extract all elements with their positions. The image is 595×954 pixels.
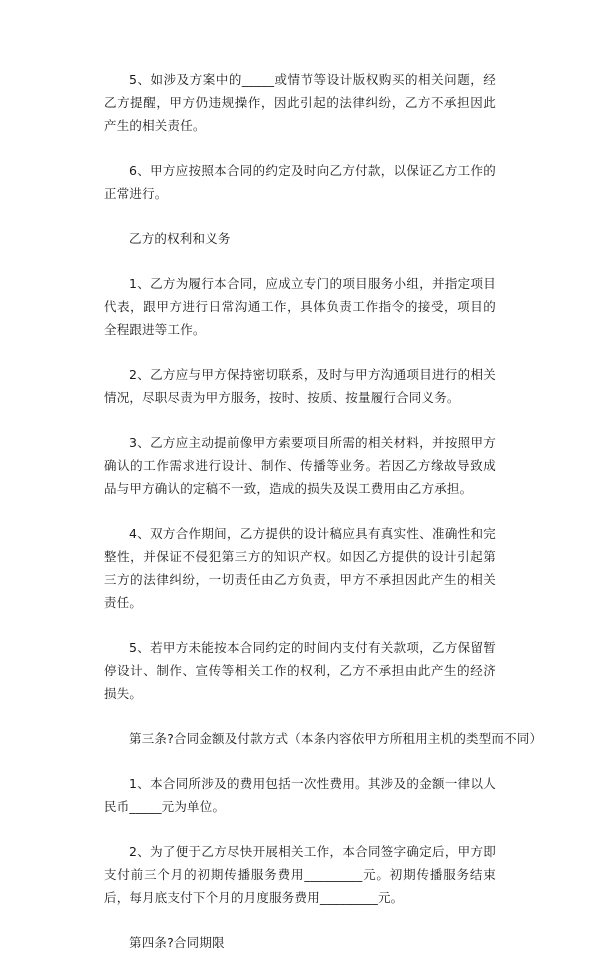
article-4-heading: 第四条?合同期限 xyxy=(129,935,225,950)
clause-5-design-copyright: 5、如涉及方案中的_____或情节等设计版权购买的相关问题，经乙方提醒，甲方仍违规操作，因此引起的法律纠纷，乙方不承担因此产生的相关责任。 xyxy=(104,72,496,133)
party-b-clause-5: 5、若甲方未能按本合同约定的时间内支付有关款项，乙方保留暂停设计、制作、宣传等相关工作的权利，乙方不承担由此产生的经济损失。 xyxy=(104,640,496,701)
clause-6-payment-on-time: 6、甲方应按照本合同的约定及时向乙方付款，以保证乙方工作的正常进行。 xyxy=(104,163,496,201)
party-b-clause-4: 4、双方合作期间，乙方提供的设计稿应具有真实性、准确性和完整性，并保证不侵犯第三方的知识产权。如因乙方提供的设计引起第三方的法律纠纷，一切责任由乙方负责，甲方不承担因此产生的相关责任。 xyxy=(104,526,496,610)
article-3-heading: 第三条?合同金额及付款方式（本条内容依甲方所租用主机的类型而不同） xyxy=(129,731,543,746)
article-3-clause-2: 2、为了便于乙方尽快开展相关工作，本合同签字确定后，甲方即支付前三个月的初期传播服务费用_________元。初期传播服务结束后，每月底支付下个月的月度服务费用_________元。 xyxy=(104,844,496,905)
party-b-clause-2: 2、乙方应与甲方保持密切联系，及时与甲方沟通项目进行的相关情况，尽职尽责为甲方服务，按时、按质、按量履行合同义务。 xyxy=(104,367,496,405)
document-body xyxy=(104,68,543,954)
party-b-clause-1: 1、乙方为履行本合同，应成立专门的项目服务小组，并指定项目代表，跟甲方进行日常沟通工作，具体负责工作指令的接受，项目的全程跟进等工作。 xyxy=(104,276,496,337)
party-b-clause-3: 3、乙方应主动提前像甲方索要项目所需的相关材料，并按照甲方确认的工作需求进行设计、制作、传播等业务。若因乙方缘故导致成品与甲方确认的定稿不一致，造成的损失及误工费用由乙方承担。 xyxy=(104,435,496,496)
section-heading-party-b-rights: 乙方的权利和义务 xyxy=(129,231,231,246)
article-3-clause-1: 1、本合同所涉及的费用包括一次性费用。其涉及的金额一律以人民币_____元为单位。 xyxy=(104,776,496,814)
